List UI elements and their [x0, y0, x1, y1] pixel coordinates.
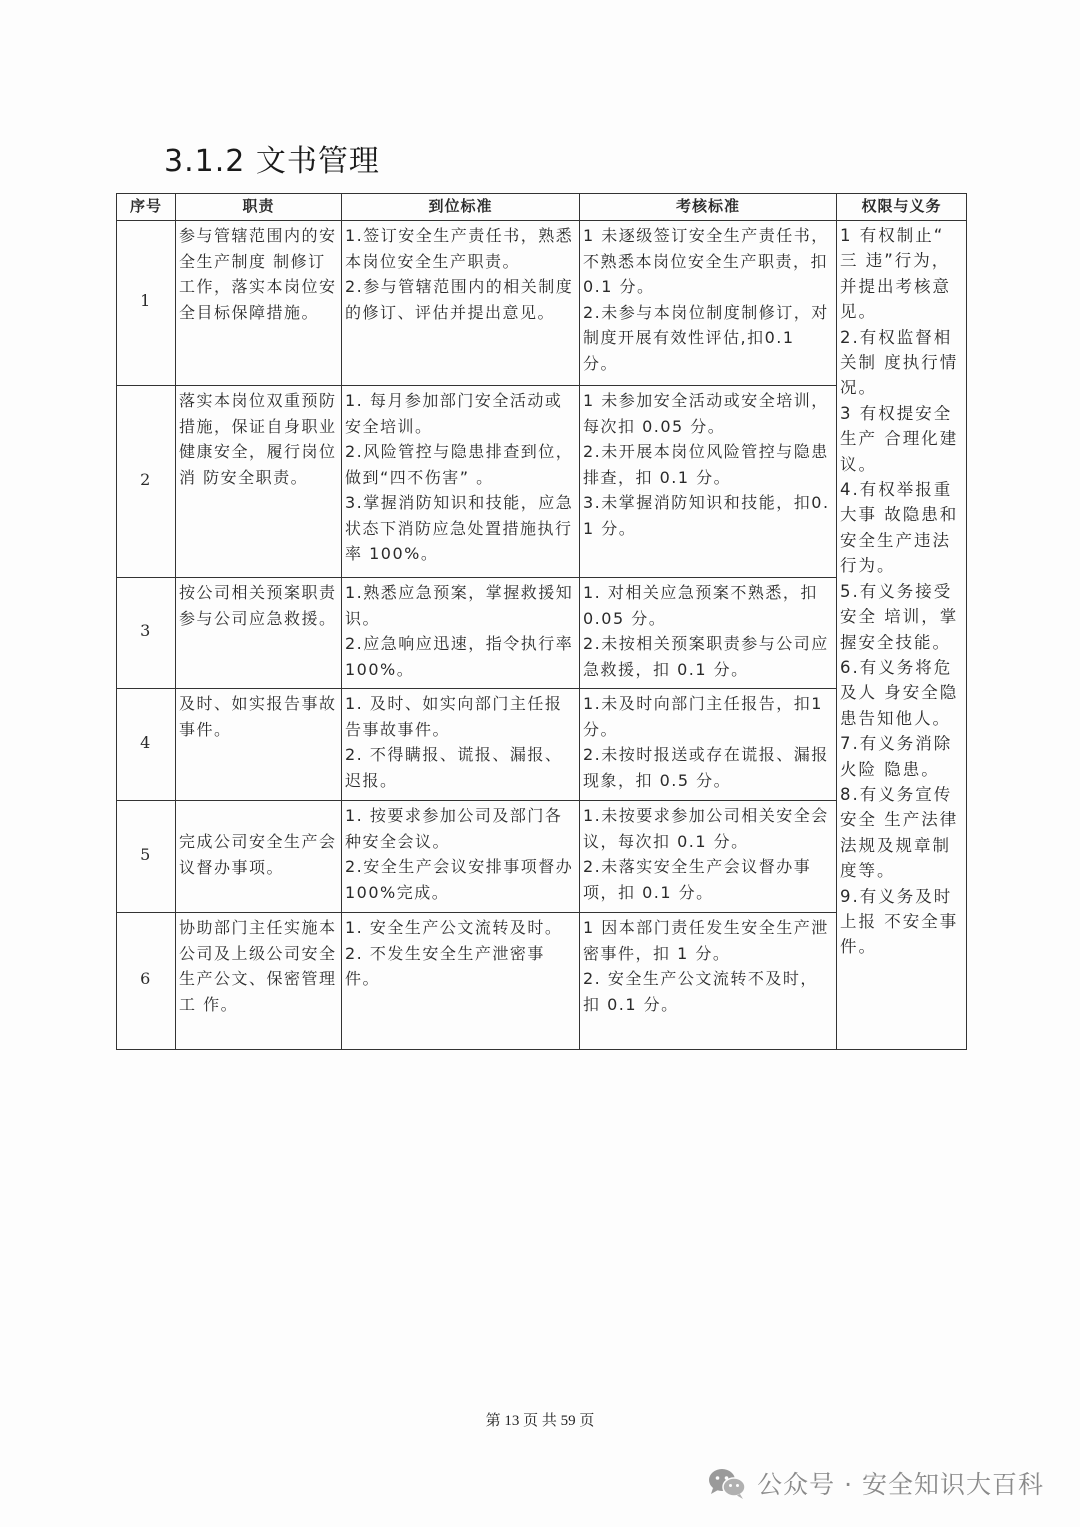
- assessment-item: 1 未参加安全活动或安全培训，每次扣 0.05 分。: [583, 391, 829, 436]
- duty-table: [116, 193, 967, 1050]
- rights-item: 8.有义务宣传安全 生产法律法规及规章制度等。: [840, 784, 959, 881]
- standard-item: 1.签订安全生产责任书，熟悉本岗位安全生产职责。: [345, 226, 574, 271]
- standard-cell: [342, 578, 580, 689]
- rights-item: 4.有权举报重大事 故隐患和安全生产违法行为。: [840, 480, 959, 576]
- assessment-item: 1. 对相关应急预案不熟悉，扣0.05 分。: [583, 583, 818, 628]
- row-number: 3: [117, 578, 176, 689]
- assessment-cell: [580, 801, 837, 913]
- rights-item: 6.有义务将危及人 身安全隐患告知他人。: [840, 657, 959, 728]
- row-number: 6: [117, 913, 176, 1050]
- watermark: [707, 1465, 1044, 1501]
- duty-cell: 按公司相关预案职责参与公司应急救援。: [176, 578, 342, 689]
- standard-item: 1. 按要求参加公司及部门各种安全会议。: [345, 806, 563, 851]
- header-rights: 权限与义务: [837, 194, 967, 221]
- rights-duties-cell: [837, 221, 967, 1050]
- header-duty: 职责: [176, 194, 342, 221]
- header-assessment: 考核标准: [580, 194, 837, 221]
- rights-item: 1 有权制止“ 三 违”行为，并提出考核意见。: [840, 226, 951, 322]
- assessment-item: 1.未按要求参加公司相关安全会议，每次扣 0.1 分。: [583, 806, 829, 851]
- standard-cell: [342, 913, 580, 1050]
- row-number: 1: [117, 221, 176, 386]
- assessment-item: 1 因本部门责任发生安全生产泄密事件，扣 1 分。: [583, 918, 829, 963]
- standard-item: 3.掌握消防知识和技能，应急状态下消防应急处置措施执行率 100%。: [345, 493, 574, 563]
- section-title: 3.1.2 文书管理: [164, 144, 380, 179]
- standard-item: 2. 不发生安全生产泄密事件。: [345, 943, 545, 988]
- table-row: [117, 221, 967, 386]
- duty-cell: 协助部门主任实施本公司及上级公司安全生产公文、保密管理工 作。: [176, 913, 342, 1050]
- standard-item: 2.应急响应迅速，指令执行率100%。: [345, 634, 574, 679]
- rights-item: 2.有权监督相关制 度执行情况。: [840, 327, 959, 398]
- assessment-item: 3.未掌握消防知识和技能，扣0.1 分。: [583, 493, 830, 538]
- watermark-text: 公众号 · 安全知识大百科: [757, 1470, 1044, 1499]
- duty-cell: 完成公司安全生产会 议督办事项。: [176, 801, 342, 913]
- rights-item: 5.有义务接受安全 培训，掌握安全技能。: [840, 581, 959, 652]
- duty-cell: 及时、如实报告事故事件。: [176, 689, 342, 801]
- assessment-item: 1 未逐级签订安全生产责任书，不熟悉本岗位安全生产职责，扣 0.1 分。: [583, 226, 829, 296]
- assessment-item: 2.未参与本岗位制度制修订，对制度开展有效性评估,扣0.1 分。: [583, 302, 829, 373]
- standard-cell: [342, 689, 580, 801]
- assessment-item: 2.未开展本岗位风险管控与隐患排查，扣 0.1 分。: [583, 442, 829, 487]
- header-standard: 到位标准: [342, 194, 580, 221]
- standard-item: 1. 安全生产公文流转及时。: [345, 918, 563, 937]
- standard-item: 2.参与管辖范围内的相关制度的修订、评估并提出意见。: [345, 277, 574, 322]
- assessment-cell: [580, 578, 837, 689]
- assessment-item: 1.未及时向部门主任报告，扣1 分。: [583, 694, 823, 739]
- row-number: 5: [117, 801, 176, 913]
- header-no: 序号: [117, 194, 176, 221]
- rights-item: 7.有义务消除火险 隐患。: [840, 734, 953, 779]
- assessment-item: 2.未按相关预案职责参与公司应急救援，扣 0.1 分。: [583, 634, 829, 679]
- rights-item: 9.有义务及时上报 不安全事件。: [840, 886, 959, 957]
- assessment-cell: [580, 689, 837, 801]
- standard-item: 1. 每月参加部门安全活动或安全培训。: [345, 391, 563, 436]
- standard-cell: [342, 801, 580, 913]
- standard-item: 2.风险管控与隐患排查到位，做到“四不伤害” 。: [345, 442, 574, 487]
- assessment-cell: [580, 913, 837, 1050]
- standard-item: 1.熟悉应急预案，掌握救援知识。: [345, 583, 574, 628]
- row-number: 4: [117, 689, 176, 801]
- assessment-cell: [580, 221, 837, 386]
- table-header-row: [117, 194, 967, 221]
- standard-item: 2. 不得瞒报、谎报、漏报、迟报。: [345, 745, 563, 790]
- duty-cell: 落实本岗位双重预防措施，保证自身职业健康安全，履行岗位消 防安全职责。: [176, 386, 342, 578]
- wechat-icon: [707, 1466, 747, 1500]
- standard-cell: [342, 221, 580, 386]
- standard-cell: [342, 386, 580, 578]
- duty-cell: 参与管辖范围内的安全生产制度 制修订工作，落实本岗位安全目标保障措施。: [176, 221, 342, 386]
- page-number-footer: 第 13 页 共 59 页: [485, 1413, 595, 1429]
- standard-item: 2.安全生产会议安排事项督办 100%完成。: [345, 857, 574, 902]
- assessment-item: 2.未落实安全生产会议督办事项，扣 0.1 分。: [583, 857, 812, 902]
- standard-item: 1. 及时、如实向部门主任报告事故事件。: [345, 694, 563, 739]
- row-number: 2: [117, 386, 176, 578]
- assessment-item: 2.未按时报送或存在谎报、漏报现象，扣 0.5 分。: [583, 745, 829, 790]
- assessment-cell: [580, 386, 837, 578]
- rights-item: 3 有权提安全生产 合理化建议。: [840, 403, 959, 474]
- assessment-item: 2. 安全生产公文流转不及时，扣 0.1 分。: [583, 969, 818, 1014]
